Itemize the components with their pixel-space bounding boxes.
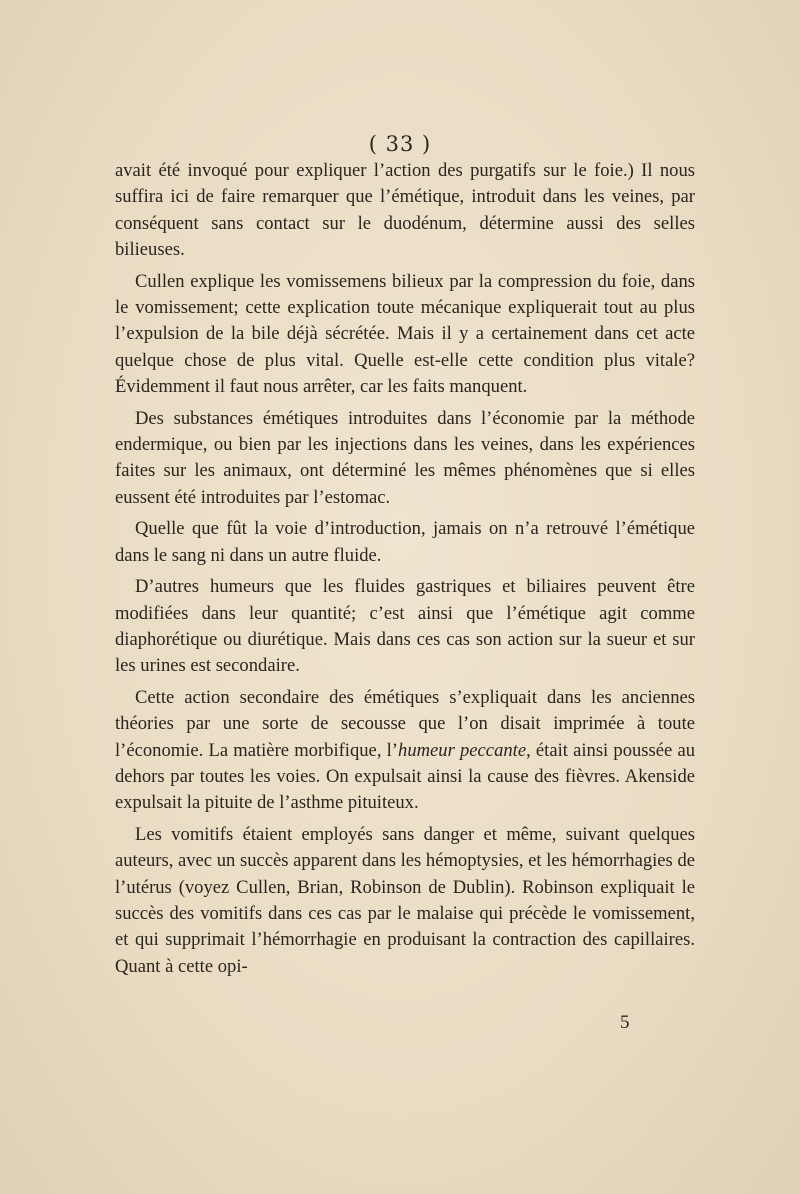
body-text [115,158,695,985]
paragraph-6-italic-term: humeur peccante [398,739,527,761]
signature-mark: 5 [620,1012,630,1033]
paragraph-3: Des substances émétiques introduites dans l’économie par la méthode endermique, ou bien par les injections dans les veines, dans les expériences faites sur les animaux, ont déterminé les mêmes phénomènes que si elles eussent été introduites par l’estomac. [115,407,695,508]
paragraph-2: Cullen explique les vomissemens bilieux par la compression du foie, dans le vomissement; cette explication toute mécanique expliquerait tout au plus l’expulsion de la bile déjà sécrétée. Mais il y a certainement dans cet acte quelque chose de plus vital. Quelle est-elle cette condition plus vitale? Évidemment il faut nous arrêter, car les faits manquent. [115,270,695,397]
paragraph-7: Les vomitifs étaient employés sans danger et même, suivant quelques auteurs, avec un succès apparent dans les hémoptysies, et les hémorrhagies de l’utérus (voyez Cullen, Brian, Robinson de Dublin). Robinson expliquait le succès des vomitifs dans ces cas par le malaise qui précède le vomissement, et qui supprimait l’hémorrhagie en produisant la contraction des capillaires. Quant à cette opi- [115,824,695,977]
paragraph-5: D’autres humeurs que les fluides gastriques et biliaires peuvent être modifiées dans leur quantité; c’est ainsi que l’émétique agit comme diaphorétique ou diurétique. Mais dans ces cas son action sur la sueur et sur les urines est secondaire. [115,576,695,677]
paragraph-6-text-after: , était ainsi poussée au dehors par toutes les voies. On expulsait ainsi la cause des fièvres. Akenside expulsait la pituite de l’asthme pituiteux. [115,739,696,814]
paragraph-6-text-before: Cette action secondaire des émétiques s’expliquait dans les anciennes théories par une sorte de secousse que l’on disait imprimée à toute l’économie. La matière morbifique, l’ [115,687,695,761]
paragraph-1: avait été invoqué pour expliquer l’action des purgatifs sur le foie.) Il nous suffira ici de faire remarquer que l’émétique, introduit dans les veines, par conséquent sans contact sur le duodénum, détermine aussi des selles bilieuses. [115,160,695,260]
paragraph-6 [115,685,695,816]
paragraph-4: Quelle que fût la voie d’introduction, jamais on n’a retrouvé l’émétique dans le sang ni dans un autre fluide. [115,518,695,566]
page-number: ( 33 ) [368,132,432,156]
